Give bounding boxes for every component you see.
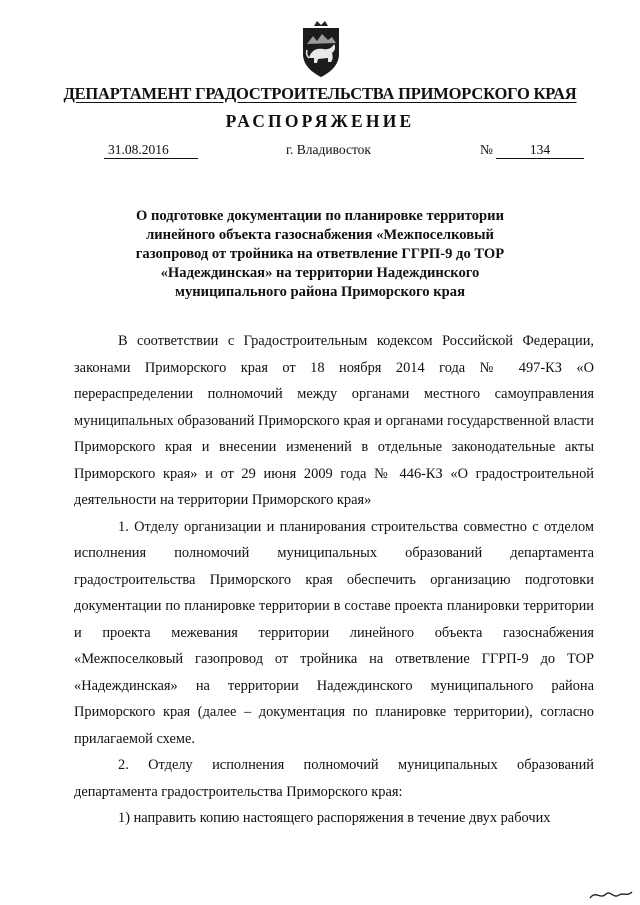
paragraph-item-2: 2. Отделу исполнения полномочий муниципальных образований департамента градостроительства Приморского края:: [74, 757, 594, 800]
paragraph-item-2-1: 1) направить копию настоящего распоряжения в течение двух рабочих: [118, 810, 551, 826]
document-type-heading: РАСПОРЯЖЕНИЕ: [225, 111, 415, 131]
department-title: ДЕПАРТАМЕНТ ГРАДОСТРОИТЕЛЬСТВА ПРИМОРСКОГО КРАЯ: [63, 84, 577, 103]
document-subject: О подготовке документации по планировке территории линейного объекта газоснабжения «Межпоселковый газопровод от тройника на ответвление ГГРП-9 до ТОР «Надеждинская» на территории Надеждинского муниципального района Приморского края: [135, 208, 505, 300]
paragraph-item-1: 1. Отделу организации и планирования строительства совместно с отделом исполнения полномочий муниципальных образований департамента градостроительства Приморского края обеспечить организацию подготовки документации по планировке территории в составе проекта планировки территории и проекта межевания территории линейного объекта газоснабжения «Межпоселковый газопровод от тройника на ответвление ГГРП-9 до ТОР «Надеждинская» на территории Надеждинского муниципального района Приморского края (далее – документация по планировке территории), согласно прилагаемой схеме.: [74, 518, 594, 747]
issue-city: г. Владивосток: [286, 142, 371, 157]
document-number: 134: [496, 142, 584, 159]
preamble-paragraph: В соответствии с Градостроительным кодексом Российской Федерации, законами Приморского края от 18 ноября 2014 года № 497-КЗ «О перераспределении полномочий между органами местного самоуправления муниципальных образований Приморского края и органами государственной власти Приморского края и внесении изменений в отдельные законодательные акты Приморского края» и от 29 июня 2009 года № 446-КЗ «О градостроительной деятельности на территории Приморского края»: [74, 333, 594, 508]
coat-of-arms-emblem-icon: [295, 20, 347, 78]
document-date: 31.08.2016: [104, 142, 198, 159]
number-label: №: [480, 142, 493, 157]
document-body: [74, 328, 594, 832]
signature-scribble: [588, 886, 634, 902]
